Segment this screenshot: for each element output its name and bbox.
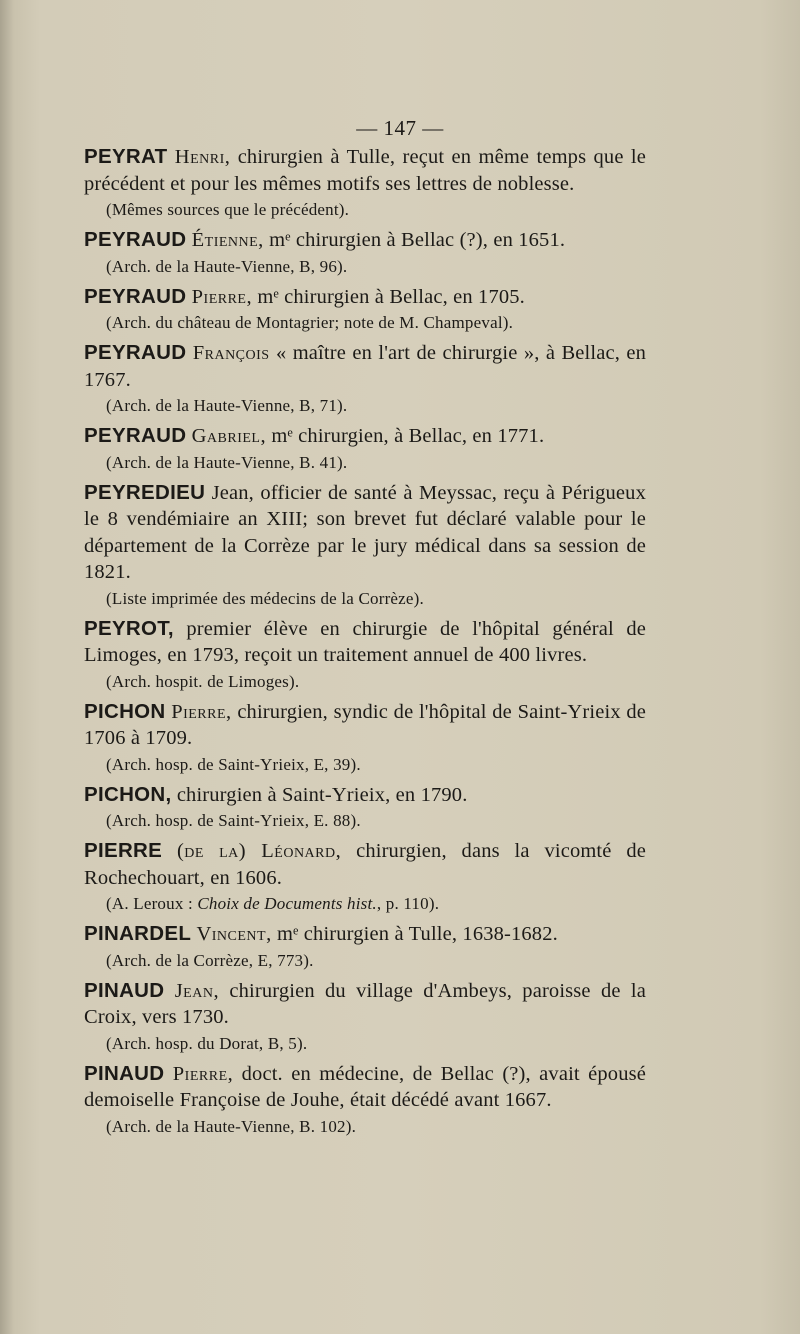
entry-text <box>84 1061 646 1114</box>
entry-pinaud-pierre <box>84 1061 646 1138</box>
entry-given-name: Pierre, <box>171 700 232 723</box>
entry-source: (Arch. hosp. de Saint-Yrieix, E. 88). <box>106 811 361 830</box>
entry-given-name: François <box>192 342 270 364</box>
entry-surname: PICHON <box>84 699 166 723</box>
entry-peyraud-pierre <box>84 284 646 335</box>
entry-surname: PEYRAUD <box>84 228 187 251</box>
entry-source: (Liste imprimée des médecins de la Corrèze). <box>106 588 424 608</box>
entry-given-name: Pierre, <box>172 1062 234 1085</box>
entry-peyraud-etienne <box>84 227 646 278</box>
entry-text <box>84 782 646 809</box>
entry-source-suffix: , p. 110). <box>376 894 440 913</box>
entry-source: (Arch. de la Haute-Vienne, B, 96). <box>106 256 348 276</box>
entry-pinardel-vincent <box>84 921 646 972</box>
entry-source-prefix: (A. Leroux : <box>106 894 198 913</box>
entry-surname: PEYRAUD <box>84 341 187 364</box>
entry-text <box>84 284 646 311</box>
entry-text <box>84 340 646 393</box>
entry-source: (Arch. hosp. de Saint-Yrieix, E, 39). <box>106 754 361 774</box>
entry-source: (Arch. du château de Montagrier; note de M. Champeval). <box>106 313 514 332</box>
entry-surname: PICHON, <box>84 782 172 806</box>
entry-description: premier élève en chirurgie de l'hôpital général de Limoges, en 1793, reçoit un traitement annuel de 400 livres. <box>84 617 647 666</box>
entry-surname: PEYREDIEU <box>84 480 206 504</box>
entry-source: (Arch. de la Haute-Vienne, B. 41). <box>106 452 348 472</box>
entry-description: doct. en médecine, de Bellac (?), avait épousé demoiselle Françoise de Jouhe, était décédé avant 1667. <box>84 1062 646 1111</box>
entry-source: (Arch. de la Corrèze, E, 773). <box>106 950 314 970</box>
entry-peyredieu <box>84 480 646 610</box>
entry-description: chirurgien, dans la vicomté de Rochechouart, en 1606. <box>84 840 646 889</box>
entry-given-name: Henri, <box>174 146 231 168</box>
entry-source: (Arch. de la Haute-Vienne, B. 102). <box>106 1116 357 1136</box>
entry-source: (Arch. hosp. du Dorat, B, 5). <box>106 1033 308 1053</box>
entry-surname: PEYRAUD <box>84 284 187 308</box>
entry-description: chirurgien à Saint-Yrieix, en 1790. <box>176 783 468 806</box>
entry-peyraud-gabriel <box>84 423 646 474</box>
entry-text <box>84 480 646 586</box>
entry-description: mᵉ chirurgien à Bellac (?), en 1651. <box>269 229 566 251</box>
entry-source: (Mêmes sources que le précédent). <box>106 200 350 219</box>
entry-description: mᵉ chirurgien à Tulle, 1638-1682. <box>277 923 558 945</box>
entry-text <box>84 144 646 197</box>
entry-text <box>84 838 646 891</box>
entry-given-name: Pierre, <box>191 285 253 308</box>
entry-description: mᵉ chirurgien à Bellac, en 1705. <box>257 285 525 308</box>
entry-text <box>84 978 646 1031</box>
entry-surname: PINAUD <box>84 1061 165 1085</box>
entry-source: (Arch. de la Haute-Vienne, B, 71). <box>106 396 348 415</box>
entry-text <box>84 699 646 752</box>
entry-list <box>84 144 646 1144</box>
entry-description: chirurgien, syndic de l'hôpital de Saint-Yrieix de 1706 à 1709. <box>84 700 647 749</box>
entry-given-name: Gabriel, <box>191 425 267 447</box>
page-number: — 147 — <box>356 116 444 140</box>
entry-description: Jean, officier de santé à Meyssac, reçu à Périgueux le 8 vendémiaire an XIII; son brevet fut déclaré valable pour le département de la Corrèze par le jury médical dans sa session de 1821. <box>84 481 646 583</box>
entry-surname: PEYRAUD <box>84 424 187 447</box>
entry-surname: PINARDEL <box>84 922 192 945</box>
entry-text <box>84 616 646 669</box>
entry-pinaud-jean <box>84 978 646 1055</box>
entry-pierre-leonard <box>84 838 646 915</box>
entry-description: chirurgien à Tulle, reçut en même temps que le précédent et pour les mêmes motifs ses lettres de noblesse. <box>84 146 646 195</box>
entry-surname: PIERRE <box>84 839 163 862</box>
entry-given-name: Vincent, <box>196 923 272 945</box>
entry-text <box>84 921 646 948</box>
entry-pichon <box>84 782 646 833</box>
entry-surname: PEYROT, <box>84 616 174 640</box>
entry-description: « maître en l'art de chirurgie », à Bellac, en 1767. <box>84 342 647 391</box>
entry-peyraud-francois <box>84 340 646 417</box>
entry-description: chirurgien du village d'Ambeys, paroisse de la Croix, vers 1730. <box>84 979 646 1028</box>
entry-peyrat-henri <box>84 144 646 221</box>
entry-given-name: Jean, <box>174 979 220 1002</box>
entry-source <box>106 893 646 915</box>
entry-given-name: (de la) Léonard, <box>176 840 342 862</box>
entry-peyrot <box>84 616 646 693</box>
entry-description: mᵉ chirurgien, à Bellac, en 1771. <box>271 425 545 447</box>
entry-pichon-pierre <box>84 699 646 776</box>
entry-surname: PEYRAT <box>84 145 168 168</box>
entry-given-name: Étienne, <box>191 229 264 251</box>
entry-surname: PINAUD <box>84 978 165 1002</box>
entry-text <box>84 423 646 450</box>
entry-text <box>84 227 646 254</box>
entry-source-title: Choix de Documents hist. <box>197 894 377 913</box>
entry-source: (Arch. hospit. de Limoges). <box>106 671 300 691</box>
